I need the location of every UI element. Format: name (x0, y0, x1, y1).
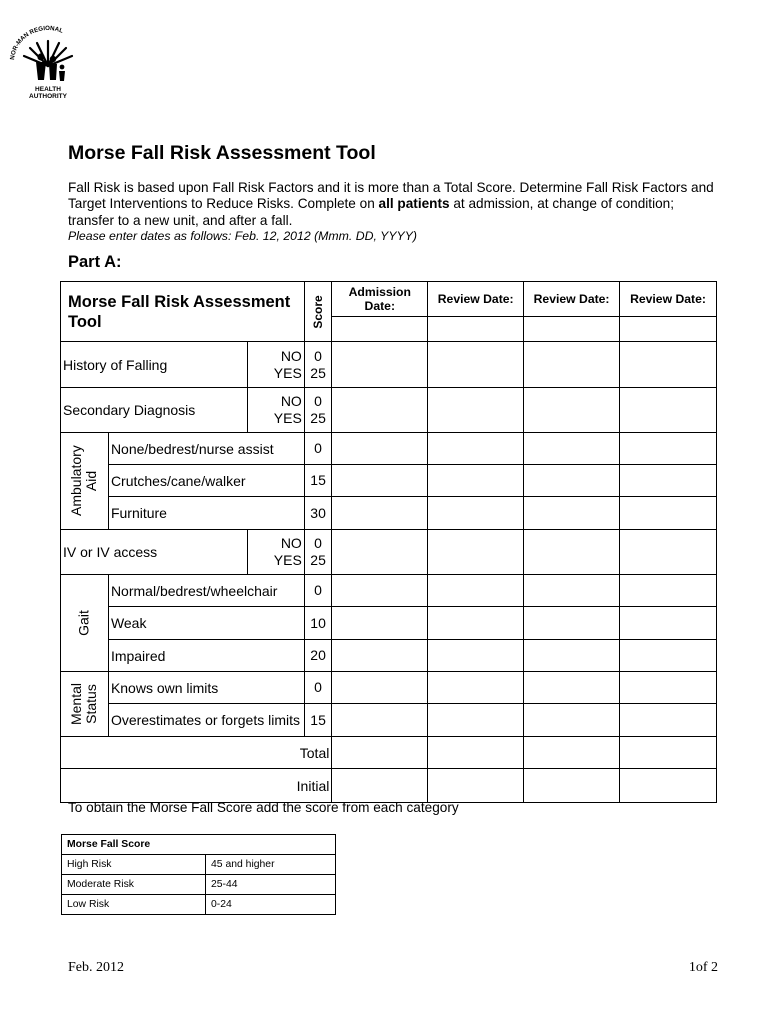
review-date-input-2[interactable] (524, 317, 620, 342)
total-entry-cell[interactable] (620, 737, 717, 769)
score-entry-cell[interactable] (428, 575, 524, 607)
score-entry-cell[interactable] (332, 640, 428, 672)
score-entry-cell[interactable] (332, 672, 428, 704)
logo-emblem-icon (6, 22, 90, 86)
iv-access-row (61, 530, 717, 575)
score-entry-cell[interactable] (428, 497, 524, 530)
score-entry-cell[interactable] (620, 640, 717, 672)
gait-row (61, 640, 717, 672)
score-header (304, 282, 332, 342)
table-header-title: Morse Fall Risk Assessment Tool (61, 282, 305, 342)
legend-risk-range: 25-44 (206, 875, 336, 895)
score-entry-cell[interactable] (524, 575, 620, 607)
score-no: 0 (314, 347, 322, 364)
page-title: Morse Fall Risk Assessment Tool (68, 142, 376, 164)
gait-row (61, 607, 717, 640)
history-of-falling-label: History of Falling (61, 342, 248, 388)
intro-paragraph (68, 180, 718, 229)
score-entry-cell[interactable] (332, 433, 428, 465)
legend-row (62, 875, 336, 895)
legend-risk-label: High Risk (62, 855, 206, 875)
logo-authority-line-2: AUTHORITY (29, 93, 67, 100)
score-yes: 25 (310, 364, 326, 381)
logo-arc-text: NOR-MAN REGIONAL (9, 24, 65, 61)
initial-row (61, 769, 717, 803)
score-header-label: Score (311, 294, 326, 329)
secondary-diagnosis-row (61, 388, 717, 433)
option-yes: YES (273, 410, 302, 426)
score-entry-cell[interactable] (524, 704, 620, 737)
intro-text-2: at admission, at change of condition; transfer to a new unit, and after a fall. (68, 196, 674, 228)
score-entry-cell[interactable] (428, 388, 524, 433)
score-entry-cell[interactable] (428, 530, 524, 575)
gait-group-label (61, 575, 109, 672)
score-entry-cell[interactable] (332, 530, 428, 575)
initial-entry-cell[interactable] (620, 769, 717, 803)
mental-status-option-label: Knows own limits (108, 672, 304, 704)
gait-option-label: Weak (108, 607, 304, 640)
score-entry-cell[interactable] (620, 575, 717, 607)
ambulatory-aid-group-text: Ambulatory Aid (68, 445, 100, 516)
score-no: 0 (314, 535, 322, 551)
legend-risk-label: Moderate Risk (62, 875, 206, 895)
score-entry-cell[interactable] (620, 704, 717, 737)
score-yes: 25 (310, 552, 326, 568)
mental-status-row (61, 672, 717, 704)
score-entry-cell[interactable] (428, 342, 524, 388)
scoring-instruction: To obtain the Morse Fall Score add the score from each category (68, 800, 459, 815)
total-entry-cell[interactable] (428, 737, 524, 769)
option-yes: YES (273, 364, 302, 381)
score-entry-cell[interactable] (524, 530, 620, 575)
mental-status-group-text (69, 683, 99, 725)
option-no: NO (280, 393, 302, 409)
score-no: 0 (314, 393, 322, 409)
score-entry-cell[interactable] (620, 607, 717, 640)
history-of-falling-scores (304, 342, 332, 388)
score-entry-cell[interactable] (524, 433, 620, 465)
legend-title: Morse Fall Score (62, 835, 336, 855)
score-entry-cell[interactable] (620, 433, 717, 465)
score-entry-cell[interactable] (620, 672, 717, 704)
ambulatory-option-label: Crutches/cane/walker (108, 465, 304, 497)
initial-label: Initial (61, 769, 332, 803)
ambulatory-aid-group-label (61, 433, 109, 530)
iv-access-scores (304, 530, 332, 575)
score-entry-cell[interactable] (620, 342, 717, 388)
history-of-falling-row (61, 342, 717, 388)
score-entry-cell[interactable] (332, 704, 428, 737)
ambulatory-option-score: 0 (304, 433, 332, 465)
score-entry-cell[interactable] (620, 388, 717, 433)
gait-group-text: Gait (75, 610, 92, 636)
ambulatory-option-label: None/bedrest/nurse assist (108, 433, 304, 465)
gait-row (61, 575, 717, 607)
legend-row (62, 855, 336, 875)
mental-status-option-score: 15 (304, 704, 332, 737)
score-entry-cell[interactable] (620, 530, 717, 575)
score-entry-cell[interactable] (524, 607, 620, 640)
ambulatory-aid-row (61, 497, 717, 530)
score-entry-cell[interactable] (428, 704, 524, 737)
section-heading-part-a: Part A: (68, 253, 122, 271)
score-entry-cell[interactable] (428, 465, 524, 497)
initial-entry-cell[interactable] (524, 769, 620, 803)
initial-entry-cell[interactable] (428, 769, 524, 803)
total-entry-cell[interactable] (332, 737, 428, 769)
option-no: NO (280, 535, 302, 551)
footer-page-number: 1of 2 (688, 960, 718, 975)
secondary-diagnosis-scores (304, 388, 332, 433)
mental-status-row (61, 704, 717, 737)
score-entry-cell[interactable] (524, 640, 620, 672)
score-entry-cell[interactable] (524, 342, 620, 388)
ambulatory-option-score: 30 (304, 497, 332, 530)
score-entry-cell[interactable] (620, 497, 717, 530)
admission-date-header: Admission Date: (332, 282, 428, 317)
initial-entry-cell[interactable] (332, 769, 428, 803)
gait-option-label: Normal/bedrest/wheelchair (108, 575, 304, 607)
date-format-note: Please enter dates as follows: Feb. 12, 2012 (Mmm. DD, YYYY) (68, 229, 418, 243)
total-entry-cell[interactable] (524, 737, 620, 769)
score-entry-cell[interactable] (620, 465, 717, 497)
review-date-input-3[interactable] (620, 317, 717, 342)
score-entry-cell[interactable] (428, 433, 524, 465)
mental-status-option-label: Overestimates or forgets limits (108, 704, 304, 737)
assessment-table (60, 281, 717, 803)
gait-option-score: 20 (304, 640, 332, 672)
score-entry-cell[interactable] (428, 672, 524, 704)
score-entry-cell[interactable] (428, 607, 524, 640)
score-entry-cell[interactable] (332, 465, 428, 497)
score-entry-cell[interactable] (332, 497, 428, 530)
review-date-header-2: Review Date: (524, 282, 620, 317)
review-date-header-1: Review Date: (428, 282, 524, 317)
legend-risk-range: 0-24 (206, 895, 336, 915)
score-entry-cell[interactable] (524, 388, 620, 433)
gait-option-label: Impaired (108, 640, 304, 672)
total-label: Total (61, 737, 332, 769)
mental-status-option-score: 0 (304, 672, 332, 704)
intro-bold-text: all patients (378, 196, 450, 212)
admission-date-input[interactable] (332, 317, 428, 342)
ambulatory-aid-row (61, 465, 717, 497)
score-entry-cell[interactable] (332, 575, 428, 607)
logo-authority-line-1: HEALTH (35, 86, 61, 93)
ambulatory-option-label: Furniture (108, 497, 304, 530)
review-date-header-3: Review Date: (620, 282, 717, 317)
gait-option-score: 0 (304, 575, 332, 607)
gait-option-score: 10 (304, 607, 332, 640)
footer-date: Feb. 2012 (68, 960, 124, 975)
intro-text-1: Fall Risk is based upon Fall Risk Factors and it is more than a Total Score. Determine Fall Risk Factors and Target Interventions to Reduce Risks. Complete on (68, 180, 714, 212)
option-no: NO (280, 347, 302, 364)
score-entry-cell[interactable] (524, 497, 620, 530)
total-row (61, 737, 717, 769)
mental-status-line-1: Mental (68, 682, 85, 726)
score-entry-cell[interactable] (428, 640, 524, 672)
score-yes: 25 (310, 410, 326, 426)
legend-risk-range: 45 and higher (206, 855, 336, 875)
mental-status-line-2: Status (83, 684, 100, 724)
history-of-falling-options (247, 342, 304, 388)
secondary-diagnosis-label: Secondary Diagnosis (61, 388, 248, 433)
ambulatory-option-score: 15 (304, 465, 332, 497)
legend-risk-label: Low Risk (62, 895, 206, 915)
ambulatory-aid-row (61, 433, 717, 465)
option-yes: YES (273, 552, 302, 568)
score-entry-cell[interactable] (524, 672, 620, 704)
morse-fall-score-legend (61, 834, 336, 915)
score-entry-cell[interactable] (524, 465, 620, 497)
iv-access-options (247, 530, 304, 575)
legend-row (62, 895, 336, 915)
score-entry-cell[interactable] (332, 388, 428, 433)
review-date-input-1[interactable] (428, 317, 524, 342)
iv-access-label: IV or IV access (61, 530, 248, 575)
health-authority-logo (6, 22, 90, 108)
secondary-diagnosis-options (247, 388, 304, 433)
mental-status-group-label (61, 672, 109, 737)
score-entry-cell[interactable] (332, 342, 428, 388)
score-entry-cell[interactable] (332, 607, 428, 640)
